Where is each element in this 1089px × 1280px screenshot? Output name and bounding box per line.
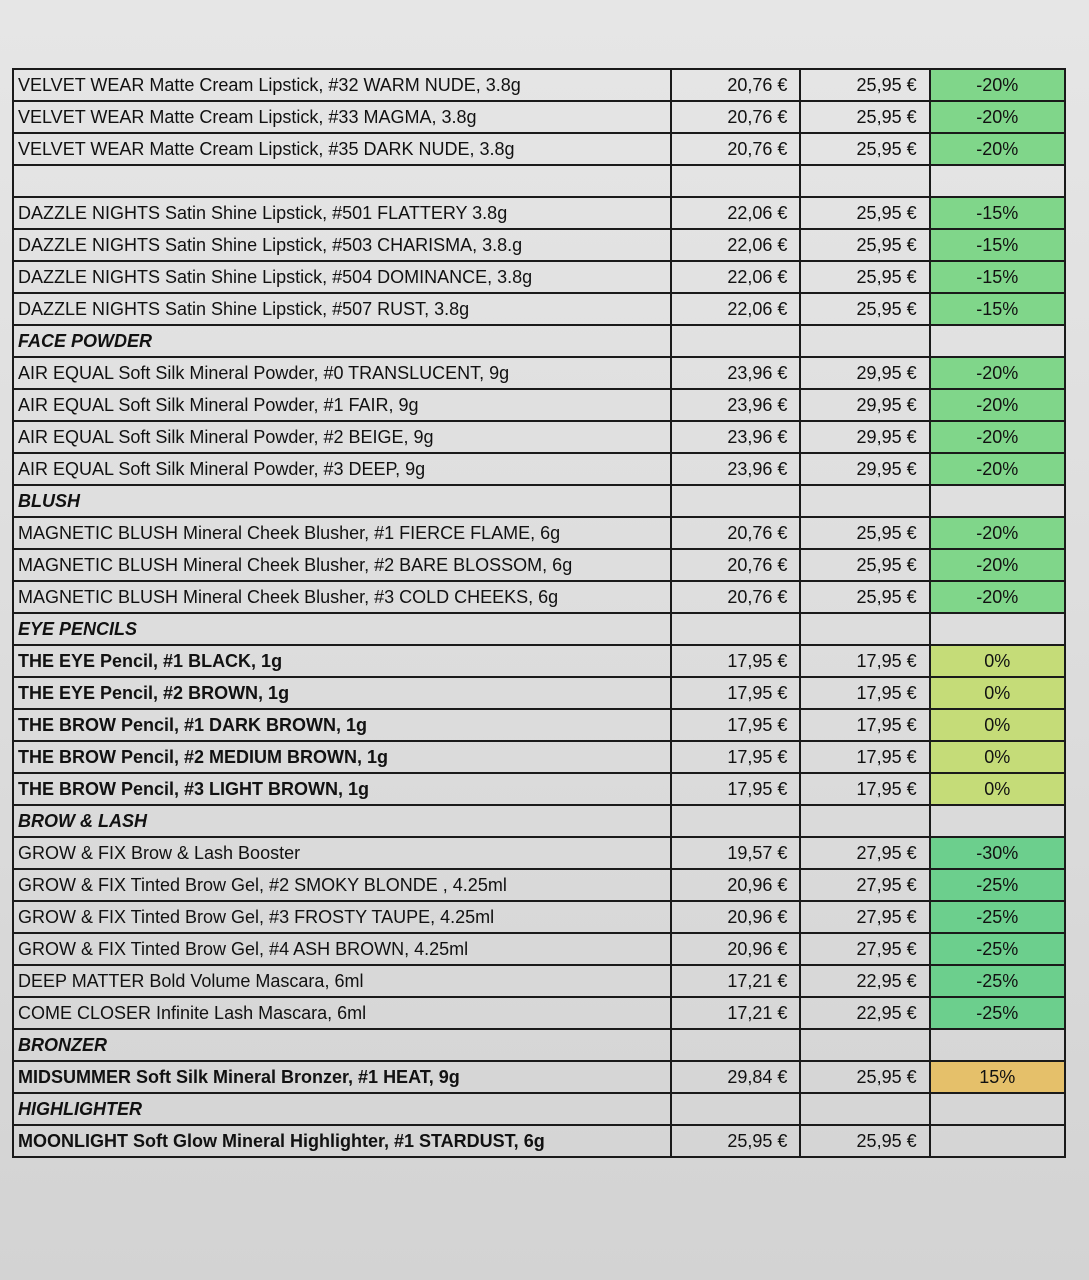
table-row: [13, 101, 1065, 133]
category-row: [13, 1093, 1065, 1125]
table-row: [13, 837, 1065, 869]
table-row: [13, 1125, 1065, 1157]
product-name-cell: THE EYE Pencil, #1 BLACK, 1g: [13, 645, 671, 677]
product-name-cell: DAZZLE NIGHTS Satin Shine Lipstick, #503 CHARISMA, 3.8.g: [13, 229, 671, 261]
discount-cell: 0%: [930, 741, 1065, 773]
regular-price-cell: 17,95 €: [800, 645, 929, 677]
sale-price-cell: 22,06 €: [671, 293, 800, 325]
category-row: [13, 805, 1065, 837]
table-row: [13, 293, 1065, 325]
regular-price-cell: [800, 165, 929, 197]
sale-price-cell: 23,96 €: [671, 389, 800, 421]
regular-price-cell: 25,95 €: [800, 69, 929, 101]
sale-price-cell: 20,76 €: [671, 101, 800, 133]
product-name-cell: DAZZLE NIGHTS Satin Shine Lipstick, #507 RUST, 3.8g: [13, 293, 671, 325]
regular-price-cell: 25,95 €: [800, 229, 929, 261]
product-name-cell: COME CLOSER Infinite Lash Mascara, 6ml: [13, 997, 671, 1029]
sale-price-cell: 19,57 €: [671, 837, 800, 869]
product-name-cell: AIR EQUAL Soft Silk Mineral Powder, #1 FAIR, 9g: [13, 389, 671, 421]
discount-cell: -25%: [930, 933, 1065, 965]
regular-price-cell: 25,95 €: [800, 549, 929, 581]
sale-price-cell: 22,06 €: [671, 229, 800, 261]
discount-cell: [930, 613, 1065, 645]
regular-price-cell: [800, 1029, 929, 1061]
product-name-cell: BLUSH: [13, 485, 671, 517]
sale-price-cell: [671, 1029, 800, 1061]
table-row: [13, 677, 1065, 709]
regular-price-cell: 22,95 €: [800, 965, 929, 997]
product-name-cell: GROW & FIX Tinted Brow Gel, #2 SMOKY BLONDE , 4.25ml: [13, 869, 671, 901]
discount-cell: -25%: [930, 901, 1065, 933]
sale-price-cell: 17,95 €: [671, 741, 800, 773]
sale-price-cell: 23,96 €: [671, 421, 800, 453]
category-row: [13, 613, 1065, 645]
sale-price-cell: 22,06 €: [671, 261, 800, 293]
product-name-cell: THE EYE Pencil, #2 BROWN, 1g: [13, 677, 671, 709]
table-row: [13, 197, 1065, 229]
table-row: [13, 901, 1065, 933]
sale-price-cell: [671, 805, 800, 837]
discount-cell: -25%: [930, 869, 1065, 901]
product-name-cell: FACE POWDER: [13, 325, 671, 357]
table-row: [13, 965, 1065, 997]
sale-price-cell: 25,95 €: [671, 1125, 800, 1157]
discount-cell: -15%: [930, 229, 1065, 261]
discount-cell: 0%: [930, 645, 1065, 677]
table-row: [13, 517, 1065, 549]
product-name-cell: MOONLIGHT Soft Glow Mineral Highlighter, #1 STARDUST, 6g: [13, 1125, 671, 1157]
table-row: [13, 453, 1065, 485]
product-name-cell: BROW & LASH: [13, 805, 671, 837]
table-row: [13, 133, 1065, 165]
sale-price-cell: 20,76 €: [671, 581, 800, 613]
discount-cell: [930, 485, 1065, 517]
regular-price-cell: [800, 613, 929, 645]
sale-price-cell: 23,96 €: [671, 357, 800, 389]
discount-cell: -30%: [930, 837, 1065, 869]
product-name-cell: VELVET WEAR Matte Cream Lipstick, #32 WARM NUDE, 3.8g: [13, 69, 671, 101]
regular-price-cell: 25,95 €: [800, 581, 929, 613]
discount-cell: -25%: [930, 997, 1065, 1029]
table-row: [13, 933, 1065, 965]
sale-price-cell: 17,95 €: [671, 645, 800, 677]
discount-cell: [930, 325, 1065, 357]
product-name-cell: DAZZLE NIGHTS Satin Shine Lipstick, #501 FLATTERY 3.8g: [13, 197, 671, 229]
product-name-cell: VELVET WEAR Matte Cream Lipstick, #35 DARK NUDE, 3.8g: [13, 133, 671, 165]
discount-cell: 0%: [930, 677, 1065, 709]
product-name-cell: [13, 165, 671, 197]
sale-price-cell: 23,96 €: [671, 453, 800, 485]
regular-price-cell: 27,95 €: [800, 837, 929, 869]
sale-price-cell: 20,76 €: [671, 69, 800, 101]
product-name-cell: MAGNETIC BLUSH Mineral Cheek Blusher, #3 COLD CHEEKS, 6g: [13, 581, 671, 613]
discount-cell: -20%: [930, 101, 1065, 133]
price-table: [12, 68, 1066, 1158]
table-row: [13, 1061, 1065, 1093]
table-row: [13, 997, 1065, 1029]
discount-cell: 0%: [930, 709, 1065, 741]
discount-cell: -20%: [930, 421, 1065, 453]
product-name-cell: MIDSUMMER Soft Silk Mineral Bronzer, #1 HEAT, 9g: [13, 1061, 671, 1093]
category-row: [13, 1029, 1065, 1061]
regular-price-cell: 22,95 €: [800, 997, 929, 1029]
sale-price-cell: [671, 613, 800, 645]
regular-price-cell: 25,95 €: [800, 1125, 929, 1157]
regular-price-cell: 29,95 €: [800, 357, 929, 389]
regular-price-cell: 25,95 €: [800, 133, 929, 165]
regular-price-cell: 29,95 €: [800, 453, 929, 485]
sale-price-cell: 22,06 €: [671, 197, 800, 229]
table-row: [13, 229, 1065, 261]
discount-cell: -20%: [930, 517, 1065, 549]
sale-price-cell: 17,95 €: [671, 773, 800, 805]
table-row: [13, 741, 1065, 773]
regular-price-cell: 27,95 €: [800, 869, 929, 901]
product-name-cell: THE BROW Pencil, #1 DARK BROWN, 1g: [13, 709, 671, 741]
regular-price-cell: 25,95 €: [800, 293, 929, 325]
product-name-cell: HIGHLIGHTER: [13, 1093, 671, 1125]
sale-price-cell: 20,96 €: [671, 869, 800, 901]
product-name-cell: BRONZER: [13, 1029, 671, 1061]
blank-row: [13, 165, 1065, 197]
regular-price-cell: [800, 325, 929, 357]
discount-cell: -20%: [930, 549, 1065, 581]
sale-price-cell: [671, 165, 800, 197]
product-name-cell: GROW & FIX Tinted Brow Gel, #3 FROSTY TAUPE, 4.25ml: [13, 901, 671, 933]
discount-cell: -20%: [930, 69, 1065, 101]
table-row: [13, 357, 1065, 389]
discount-cell: 0%: [930, 773, 1065, 805]
product-name-cell: DAZZLE NIGHTS Satin Shine Lipstick, #504 DOMINANCE, 3.8g: [13, 261, 671, 293]
sale-price-cell: 29,84 €: [671, 1061, 800, 1093]
product-name-cell: VELVET WEAR Matte Cream Lipstick, #33 MAGMA, 3.8g: [13, 101, 671, 133]
discount-cell: -20%: [930, 389, 1065, 421]
sale-price-cell: 17,95 €: [671, 677, 800, 709]
table-row: [13, 773, 1065, 805]
regular-price-cell: [800, 805, 929, 837]
table-row: [13, 389, 1065, 421]
sale-price-cell: 20,76 €: [671, 517, 800, 549]
product-name-cell: THE BROW Pencil, #2 MEDIUM BROWN, 1g: [13, 741, 671, 773]
product-name-cell: DEEP MATTER Bold Volume Mascara, 6ml: [13, 965, 671, 997]
discount-cell: 15%: [930, 1061, 1065, 1093]
table-row: [13, 261, 1065, 293]
product-name-cell: AIR EQUAL Soft Silk Mineral Powder, #3 DEEP, 9g: [13, 453, 671, 485]
discount-cell: [930, 1125, 1065, 1157]
sale-price-cell: [671, 1093, 800, 1125]
discount-cell: -20%: [930, 133, 1065, 165]
product-name-cell: THE BROW Pencil, #3 LIGHT BROWN, 1g: [13, 773, 671, 805]
discount-cell: -20%: [930, 581, 1065, 613]
discount-cell: [930, 1029, 1065, 1061]
table-row: [13, 709, 1065, 741]
table-row: [13, 421, 1065, 453]
product-name-cell: AIR EQUAL Soft Silk Mineral Powder, #2 BEIGE, 9g: [13, 421, 671, 453]
discount-cell: [930, 805, 1065, 837]
regular-price-cell: 25,95 €: [800, 517, 929, 549]
regular-price-cell: 17,95 €: [800, 709, 929, 741]
regular-price-cell: 29,95 €: [800, 421, 929, 453]
regular-price-cell: 17,95 €: [800, 741, 929, 773]
sale-price-cell: 20,76 €: [671, 133, 800, 165]
table-row: [13, 69, 1065, 101]
sale-price-cell: 17,21 €: [671, 997, 800, 1029]
product-name-cell: MAGNETIC BLUSH Mineral Cheek Blusher, #1 FIERCE FLAME, 6g: [13, 517, 671, 549]
discount-cell: -20%: [930, 357, 1065, 389]
sale-price-cell: [671, 485, 800, 517]
sale-price-cell: 20,76 €: [671, 549, 800, 581]
table-row: [13, 549, 1065, 581]
sale-price-cell: 17,95 €: [671, 709, 800, 741]
product-name-cell: GROW & FIX Brow & Lash Booster: [13, 837, 671, 869]
discount-cell: -15%: [930, 197, 1065, 229]
discount-cell: -15%: [930, 261, 1065, 293]
regular-price-cell: 25,95 €: [800, 101, 929, 133]
sale-price-cell: 20,96 €: [671, 933, 800, 965]
regular-price-cell: 17,95 €: [800, 677, 929, 709]
regular-price-cell: [800, 485, 929, 517]
product-name-cell: AIR EQUAL Soft Silk Mineral Powder, #0 TRANSLUCENT, 9g: [13, 357, 671, 389]
sale-price-cell: 17,21 €: [671, 965, 800, 997]
table-row: [13, 581, 1065, 613]
regular-price-cell: 17,95 €: [800, 773, 929, 805]
regular-price-cell: 25,95 €: [800, 1061, 929, 1093]
regular-price-cell: 27,95 €: [800, 933, 929, 965]
regular-price-cell: [800, 1093, 929, 1125]
regular-price-cell: 29,95 €: [800, 389, 929, 421]
sale-price-cell: [671, 325, 800, 357]
table-row: [13, 869, 1065, 901]
category-row: [13, 485, 1065, 517]
sale-price-cell: 20,96 €: [671, 901, 800, 933]
table-row: [13, 645, 1065, 677]
discount-cell: [930, 165, 1065, 197]
discount-cell: -20%: [930, 453, 1065, 485]
regular-price-cell: 25,95 €: [800, 197, 929, 229]
discount-cell: -25%: [930, 965, 1065, 997]
category-row: [13, 325, 1065, 357]
discount-cell: -15%: [930, 293, 1065, 325]
product-name-cell: GROW & FIX Tinted Brow Gel, #4 ASH BROWN, 4.25ml: [13, 933, 671, 965]
regular-price-cell: 25,95 €: [800, 261, 929, 293]
price-table-body: [13, 69, 1065, 1157]
product-name-cell: EYE PENCILS: [13, 613, 671, 645]
regular-price-cell: 27,95 €: [800, 901, 929, 933]
product-name-cell: MAGNETIC BLUSH Mineral Cheek Blusher, #2 BARE BLOSSOM, 6g: [13, 549, 671, 581]
discount-cell: [930, 1093, 1065, 1125]
